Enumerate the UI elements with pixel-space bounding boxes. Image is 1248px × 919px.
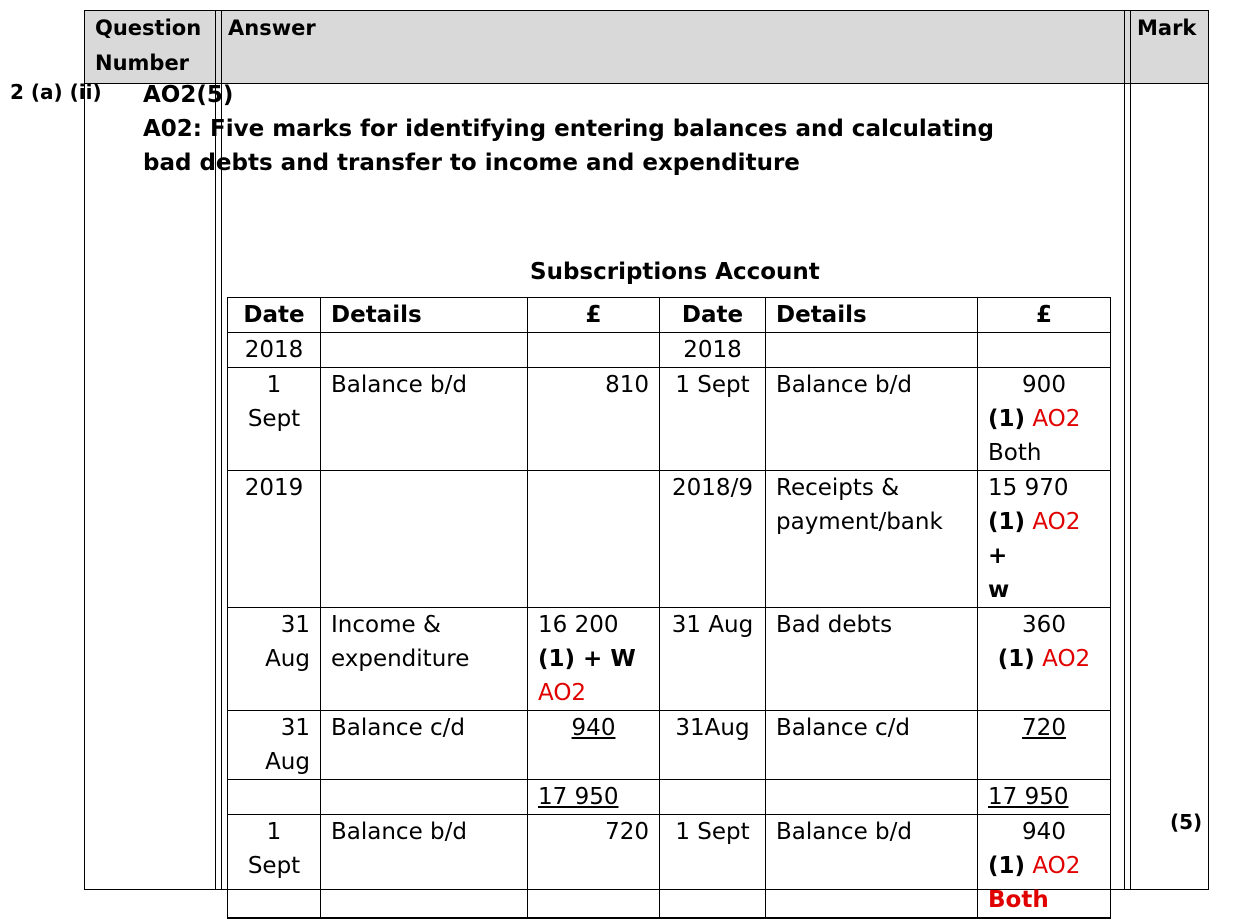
- amount-left-cell: [528, 608, 660, 711]
- col-date-right: Date: [660, 298, 766, 333]
- details-left: Balance c/d: [321, 711, 528, 780]
- date-left: 2019: [228, 471, 321, 608]
- ao-description: A02: Five marks for identifying entering balances and calculating bad debts and transfer to income and expenditure: [143, 116, 994, 176]
- details-right: [766, 333, 978, 368]
- amount-left: 940: [571, 715, 616, 741]
- details-left: [321, 333, 528, 368]
- ao-tag: AO2: [1032, 406, 1081, 432]
- date-right: 1 Sept: [660, 368, 766, 471]
- amount-right: 940: [1022, 819, 1066, 845]
- amount-right: 900: [1022, 372, 1066, 398]
- date-left: 31 Aug: [228, 711, 321, 780]
- amount-right-cell: [978, 471, 1111, 608]
- date-left: 1 Sept: [228, 815, 321, 919]
- ao-tag: AO2: [1032, 509, 1081, 535]
- amount-right: 15 970: [988, 475, 1069, 501]
- date-right: 1 Sept: [660, 815, 766, 919]
- details-right: Balance b/d: [766, 368, 978, 471]
- amount-right: 360: [1022, 612, 1066, 638]
- col-amount-right: £: [978, 298, 1111, 333]
- details-right: Receipts & payment/bank: [766, 471, 978, 608]
- amount-left: [528, 471, 660, 608]
- amount-left-cell: [528, 711, 660, 780]
- details-left: Income & expenditure: [321, 608, 528, 711]
- amount-left: 720: [528, 815, 660, 919]
- mark-note: Both: [988, 440, 1042, 466]
- amount-right-cell: [978, 780, 1111, 815]
- account-header-row: [228, 298, 1111, 333]
- mark-award: (1): [988, 509, 1026, 535]
- date-right: 2018: [660, 333, 766, 368]
- working-mark: w: [988, 577, 1010, 603]
- header-question-number: Question Number: [95, 16, 202, 75]
- account-row: [228, 471, 1111, 608]
- amount-right-cell: [978, 368, 1111, 471]
- date-right: 2018/9: [660, 471, 766, 608]
- mark-award: (1): [997, 646, 1035, 672]
- account-row: [228, 815, 1111, 919]
- mark-total: (5): [1170, 810, 1203, 834]
- amount-left: 16 200: [538, 612, 619, 638]
- amount-left: 810: [528, 368, 660, 471]
- mark-award: (1) + W: [538, 646, 636, 672]
- ao-heading: [143, 78, 1023, 180]
- total-left: 17 950: [538, 784, 619, 810]
- account-row: [228, 711, 1111, 780]
- date-right: [660, 780, 766, 815]
- date-right: 31Aug: [660, 711, 766, 780]
- col-details-right: Details: [766, 298, 978, 333]
- mark-note: Both: [988, 887, 1049, 913]
- ao-tag: AO2: [1032, 853, 1081, 879]
- account-total-row: [228, 780, 1111, 815]
- ao-tag: AO2: [1042, 646, 1091, 672]
- account-row: [228, 368, 1111, 471]
- ao-tag: AO2: [538, 680, 587, 706]
- account-title: Subscriptions Account: [530, 259, 820, 285]
- details-left: Balance b/d: [321, 815, 528, 919]
- subscriptions-account: [227, 297, 1111, 919]
- mark-award: (1): [988, 406, 1026, 432]
- mark-award: (1): [988, 853, 1026, 879]
- details-left: [321, 780, 528, 815]
- question-number: 2 (a) (ii): [10, 80, 102, 104]
- date-right: 31 Aug: [660, 608, 766, 711]
- header-mark: Mark: [1137, 16, 1197, 40]
- details-left: [321, 471, 528, 608]
- account-row: [228, 608, 1111, 711]
- date-left: [228, 780, 321, 815]
- details-right: Balance c/d: [766, 711, 978, 780]
- header-answer: Answer: [228, 16, 316, 40]
- amount-right: [978, 333, 1111, 368]
- amount-right: 720: [1022, 715, 1066, 741]
- divider-mark-double: [1130, 11, 1131, 889]
- details-left: Balance b/d: [321, 368, 528, 471]
- details-right: Balance b/d: [766, 815, 978, 919]
- col-amount-left: £: [528, 298, 660, 333]
- amount-right-cell: [978, 815, 1111, 919]
- amount-right-cell: [978, 608, 1111, 711]
- date-left: 1 Sept: [228, 368, 321, 471]
- amount-right-cell: [978, 711, 1111, 780]
- ao-label: AO2(5): [143, 82, 234, 108]
- date-left: 31 Aug: [228, 608, 321, 711]
- mark-plus: +: [988, 543, 1008, 569]
- divider-mark: [1124, 11, 1125, 889]
- details-right: Bad debts: [766, 608, 978, 711]
- amount-left-cell: [528, 780, 660, 815]
- date-left: 2018: [228, 333, 321, 368]
- account-row: [228, 333, 1111, 368]
- col-details-left: Details: [321, 298, 528, 333]
- amount-left: [528, 333, 660, 368]
- details-right: [766, 780, 978, 815]
- col-date-left: Date: [228, 298, 321, 333]
- total-right: 17 950: [988, 784, 1069, 810]
